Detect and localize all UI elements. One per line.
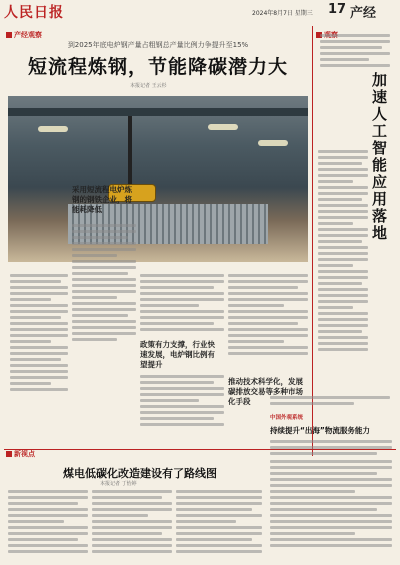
bottom-article-headline: 煤电低碳化改造建设有了路线图	[63, 467, 217, 480]
column-divider	[312, 26, 313, 456]
article-column-2	[72, 224, 136, 424]
article-kicker: 到2025年底电炉钢产量占粗钢总产量比例力争提升至15%	[67, 41, 249, 49]
newspaper-logo: 人民日报	[4, 5, 64, 21]
steel-mill-photo	[8, 96, 308, 262]
tag-square-icon	[6, 32, 12, 38]
section-tag-main: 产经观察	[6, 30, 42, 40]
right-column-vertical-title: 加速人工智能应用落地	[372, 71, 388, 242]
issue-date: 2024年8月7日 星期三	[252, 10, 313, 17]
section-name: 产经	[350, 6, 377, 21]
tag-square-icon	[6, 451, 12, 457]
bottom-article-byline: 本报记者 丁怡婷	[100, 481, 137, 487]
bottom-column-2	[92, 490, 172, 562]
article-headline: 短流程炼钢，节能降碳潜力大	[27, 56, 288, 78]
article-subhead-1: 采用短流程电炉炼钢的钢铁企业，将能耗降低	[72, 185, 132, 214]
bottom-column-4	[270, 460, 392, 562]
brief-tag: 中国外观系统	[270, 415, 304, 421]
page-number: 17	[328, 2, 347, 17]
right-column-text	[318, 150, 368, 395]
article-column-1	[10, 274, 68, 424]
section-tag-bottom: 新视点	[6, 449, 35, 459]
article-column-3b	[140, 375, 224, 445]
article-byline: 本报记者 王云杉	[130, 83, 167, 89]
article-subhead-2: 政策有力支撑，行业快速发展，电炉钢比例有望提升	[140, 340, 215, 369]
right-column-kicker	[320, 34, 390, 70]
article-subhead-3: 推动技术科学化，发展碳排放交易等多种市场化手段	[228, 377, 303, 406]
article-column-4	[228, 274, 308, 374]
bottom-column-1	[8, 490, 88, 562]
right-column-text-end	[270, 396, 390, 410]
brief-headline: 持续提升“出海”物流服务能力	[270, 426, 370, 435]
bottom-column-3	[176, 490, 262, 562]
